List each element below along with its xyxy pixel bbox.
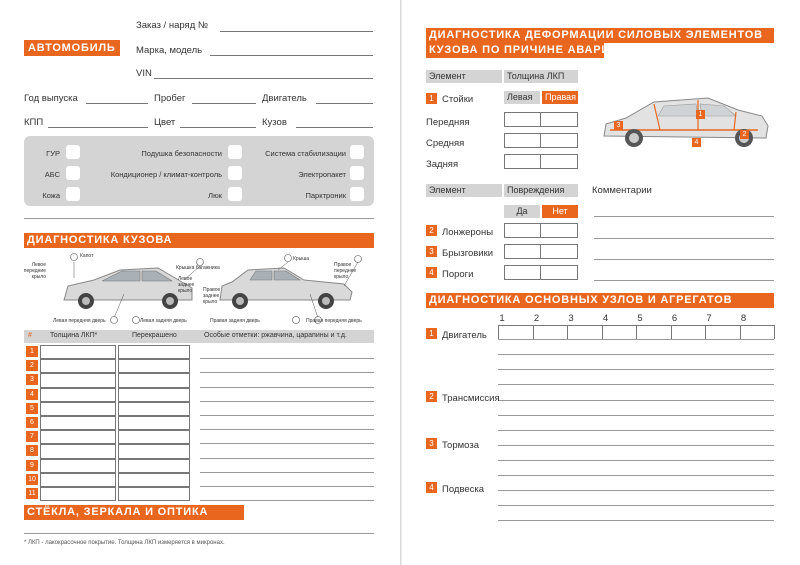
rear-label: Задняя [426,159,459,170]
frame-mark-4: 4 [692,138,701,147]
option-label: Электропакет [298,170,346,179]
vin-label: VIN [136,68,152,79]
unit-group-label: Тормоза [442,440,479,451]
row-number: 11 [26,488,38,499]
damage-num: 3 [426,246,437,257]
notes-line[interactable] [24,218,374,219]
thickness-cell[interactable] [40,402,116,416]
notes-cell[interactable] [200,458,374,459]
body-label: Кузов [262,117,287,128]
notes-cell[interactable] [200,415,374,416]
front-right-cell[interactable] [540,112,578,127]
callout-left-rear-fender: Левое заднее крыло [178,276,195,294]
gearbox-label: КПП [24,117,44,128]
element-header-2: Элемент [426,184,502,197]
damage-num: 2 [426,225,437,236]
notes-cell[interactable] [200,486,374,487]
make-field[interactable] [210,55,373,56]
frame-mark-2: 2 [740,130,749,139]
middle-label: Средняя [426,138,465,149]
thickness-cell[interactable] [40,345,116,359]
option-label: Кондиционер / климат-контроль [110,170,222,179]
unit-grid-divider [636,325,637,339]
callout-right-rear-door: Правая задняя дверь [210,318,260,324]
unit-grid-row[interactable] [498,384,774,385]
notes-cell[interactable] [200,358,374,359]
unit-grid-divider [774,325,775,339]
engine-label: Двигатель [262,93,307,104]
unit-grid-row[interactable] [498,505,774,506]
glass-line[interactable] [24,533,374,534]
callout-roof: Крыша [293,256,310,262]
callout-left-front-door: Левая передняя дверь [53,318,106,324]
rear-left-cell[interactable] [504,154,541,169]
col-repainted: Перекрашено [132,332,177,339]
row-number: 3 [26,374,38,385]
thickness-cell[interactable] [40,430,116,444]
pillars-num: 1 [426,93,437,104]
body-field[interactable] [296,127,373,128]
year-label: Год выпуска [24,93,78,104]
option-label: АБС [44,170,60,179]
row-number: 8 [26,445,38,456]
hash-icon: # [28,332,32,339]
callout-left-rear-door: Левая задняя дверь [140,318,187,324]
page-fold [400,0,402,565]
notes-cell[interactable] [200,500,374,501]
repainted-cell[interactable] [118,345,190,359]
comment-line[interactable] [594,216,774,217]
thickness-cell[interactable] [40,444,116,458]
comments-header: Комментарии [592,185,652,196]
repainted-cell[interactable] [118,373,190,387]
repainted-cell[interactable] [118,487,190,501]
callout-trunk-lid: Крышка багажника [176,265,220,271]
color-label: Цвет [154,117,176,128]
damage-label: Брызговики [442,248,494,259]
repainted-cell[interactable] [118,388,190,402]
notes-cell[interactable] [200,472,374,473]
notes-cell[interactable] [200,443,374,444]
deform-title-line2: КУЗОВА ПО ПРИЧИНЕ АВАРИИ [426,43,604,58]
engine-field[interactable] [316,103,373,104]
unit-grid-row[interactable] [498,490,774,491]
glass-title: СТЁКЛА, ЗЕРКАЛА И ОПТИКА [24,505,244,520]
right-header: Правая [542,91,578,104]
unit-grid-divider [498,325,499,339]
thickness-cell[interactable] [40,459,116,473]
unit-grid-row[interactable] [498,339,774,340]
front-label: Передняя [426,117,470,128]
unit-group-num: 4 [426,482,437,493]
callout-right-front-fender: Правое переднее крыло [334,262,357,280]
unit-column-number: 7 [706,313,712,324]
damage-no-cell[interactable] [540,244,578,259]
unit-column-number: 5 [637,313,643,324]
option-checkbox-leather[interactable] [66,187,80,201]
notes-cell[interactable] [200,429,374,430]
unit-grid-divider [602,325,603,339]
damage-comment-line[interactable] [594,259,774,260]
option-label: Люк [208,191,222,200]
unit-grid-row[interactable] [498,430,774,431]
gearbox-field[interactable] [48,127,148,128]
unit-grid-divider [671,325,672,339]
order-label: Заказ / наряд № [136,20,209,31]
callout-left-front-fender: Левое передние крыло [23,262,46,280]
unit-grid-row[interactable] [498,415,774,416]
unit-group-num: 3 [426,438,437,449]
option-label: ГУР [46,149,60,158]
option-label: Подушка безопасности [141,149,222,158]
front-left-cell[interactable] [504,112,541,127]
repainted-cell[interactable] [118,473,190,487]
thickness-cell[interactable] [40,473,116,487]
footnote: * ЛКП - лакокрасочное покрытие. Толщина ЛКП измеряется в микронах. [24,540,225,546]
unit-column-number: 1 [499,313,505,324]
unit-group-num: 1 [426,328,437,339]
deform-title-line1: ДИАГНОСТИКА ДЕФОРМАЦИИ СИЛОВЫХ ЭЛЕМЕНТОВ [426,28,774,43]
rear-right-cell[interactable] [540,154,578,169]
frame-mark-1: 1 [696,110,705,119]
row-number: 7 [26,431,38,442]
unit-column-number: 3 [568,313,574,324]
thickness-cell[interactable] [40,373,116,387]
option-checkbox-parktronic[interactable] [350,187,364,201]
yes-header: Да [504,205,540,218]
frame-mark-3: 3 [614,121,623,130]
left-header: Левая [504,91,540,104]
unit-grid-row[interactable] [498,460,774,461]
callout-hood: Капот [80,253,94,259]
damage-yes-cell[interactable] [504,265,541,280]
option-checkbox-airbag[interactable] [228,145,242,159]
unit-grid-row[interactable] [498,369,774,370]
damage-no-cell[interactable] [540,223,578,238]
unit-column-number: 2 [533,313,540,324]
middle-right-cell[interactable] [540,133,578,148]
element-header: Элемент [426,70,502,83]
car-left-illustration [64,268,192,309]
mileage-field[interactable] [192,103,256,104]
unit-group-num: 2 [426,391,437,402]
damage-header: Повреждения [504,184,578,197]
middle-left-cell[interactable] [504,133,541,148]
repainted-cell[interactable] [118,416,190,430]
row-number: 1 [26,346,38,357]
damage-label: Пороги [442,269,474,280]
unit-column-number: 6 [671,313,678,324]
unit-grid-row[interactable] [498,475,774,476]
thickness-cell[interactable] [40,487,116,501]
option-label: Парктроник [305,191,346,200]
row-number: 10 [26,474,38,485]
car-tag: АВТОМОБИЛЬ [24,40,120,56]
pillars-label: Стойки [442,94,474,105]
damage-yes-cell[interactable] [504,223,541,238]
unit-grid-top [498,325,774,326]
damage-num: 4 [426,267,437,278]
col-notes: Особые отметки: ржавчина, царапины и т.д. [204,332,347,339]
unit-grid-divider [533,325,534,339]
unit-grid-divider [567,325,568,339]
repainted-cell[interactable] [118,430,190,444]
col-thickness: Толщина ЛКП* [50,332,98,339]
year-field[interactable] [86,103,148,104]
thickness-cell[interactable] [40,416,116,430]
no-header: Нет [542,205,578,218]
repainted-cell[interactable] [118,444,190,458]
thickness-cell[interactable] [40,388,116,402]
repainted-cell[interactable] [118,359,190,373]
damage-comment-line[interactable] [594,238,774,239]
unit-grid-divider [740,325,741,339]
option-checkbox-gur[interactable] [66,145,80,159]
option-checkbox-stability[interactable] [350,145,364,159]
notes-cell[interactable] [200,401,374,402]
damage-no-cell[interactable] [540,265,578,280]
row-number: 4 [26,389,38,400]
callout-right-rear-fender: Правое заднее крыло [203,287,221,305]
unit-grid-row[interactable] [498,400,774,401]
callout-right-front-door: Правая передняя дверь [306,318,362,324]
damage-label: Лонжероны [442,227,494,238]
option-label: Кожа [42,191,60,200]
make-label: Марка, модель [136,45,203,56]
vin-field[interactable] [154,78,373,79]
row-number: 6 [26,417,38,428]
repainted-cell[interactable] [118,402,190,416]
thickness-cell[interactable] [40,359,116,373]
unit-grid-divider [705,325,706,339]
row-number: 2 [26,360,38,371]
order-field[interactable] [220,31,373,32]
unit-column-number: 4 [602,313,609,324]
option-checkbox-abs[interactable] [66,166,80,180]
repainted-cell[interactable] [118,459,190,473]
mileage-label: Пробег [154,93,186,104]
unit-group-label: Подвеска [442,484,485,495]
unit-group-label: Двигатель [442,330,487,341]
option-checkbox-power[interactable] [350,166,364,180]
units-title: ДИАГНОСТИКА ОСНОВНЫХ УЗЛОВ И АГРЕГАТОВ [426,293,774,308]
option-label: Система стабилизации [265,149,346,158]
option-checkbox-sunroof[interactable] [228,187,242,201]
car-frame-diagram [598,86,774,156]
row-number: 5 [26,403,38,414]
notes-cell[interactable] [200,372,374,373]
option-checkbox-climate[interactable] [228,166,242,180]
unit-grid-row[interactable] [498,354,774,355]
unit-column-number: 8 [740,313,747,324]
color-field[interactable] [180,127,256,128]
car-right-illustration [220,268,352,309]
unit-group-label: Трансмиссия [442,393,500,404]
body-diag-title: ДИАГНОСТИКА КУЗОВА [24,233,374,248]
row-number: 9 [26,460,38,471]
notes-cell[interactable] [200,387,374,388]
damage-yes-cell[interactable] [504,244,541,259]
unit-grid-row[interactable] [498,445,774,446]
damage-comment-line[interactable] [594,280,774,281]
thickness-header: Толщина ЛКП [504,70,578,83]
unit-grid-row[interactable] [498,520,774,521]
